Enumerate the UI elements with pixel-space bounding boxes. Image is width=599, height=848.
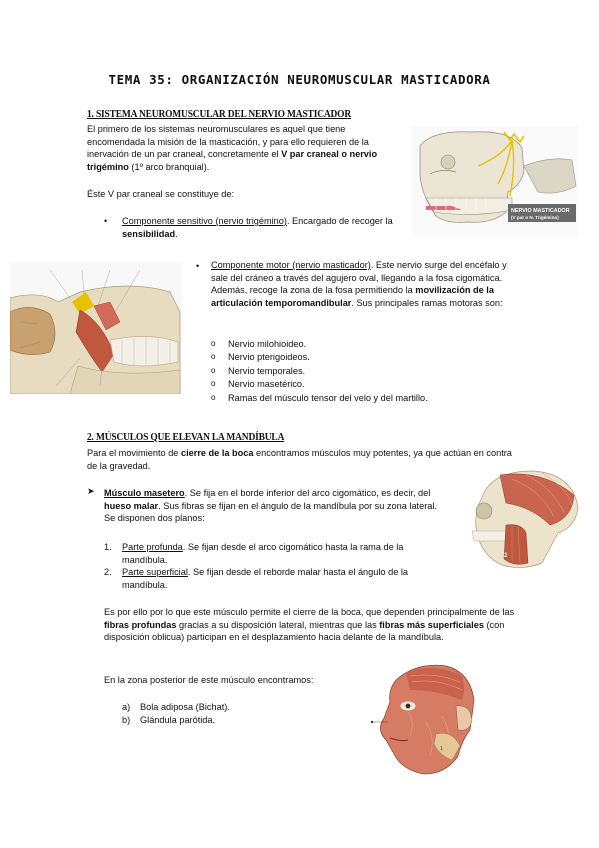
list-item: o Nervio temporales. <box>211 365 511 378</box>
bullet1-link: Componente sensitivo (nervio trigémino) <box>122 216 287 226</box>
fibers-paragraph <box>104 606 516 644</box>
masetero-text: . Se fija en el borde inferior del arco cigomático, es decir, del <box>184 488 431 498</box>
plane-text: . Se fijan desde el reborde malar hasta el ángulo de la mandíbula. <box>122 567 409 590</box>
list-number: 2. <box>104 567 112 578</box>
masetero-title: Músculo masetero <box>104 488 185 498</box>
jaw-dissection-illustration <box>10 262 182 394</box>
masetero-bold: hueso malar <box>104 500 159 511</box>
bullet2-end: . Sus principales ramas motoras son: <box>351 297 503 308</box>
section1-heading: 1. SISTEMA NEUROMUSCULAR DEL NERVIO MASTICADOR <box>87 108 352 120</box>
facial-muscles-figure <box>366 660 482 778</box>
bullet2-link: Componente motor (nervio masticador) <box>211 260 371 270</box>
list-item: o Nervio pterigoideos. <box>211 351 511 364</box>
list-text: Bola adiposa (Bichat). <box>140 702 230 712</box>
bullet1-bold: sensibilidad <box>122 228 176 239</box>
bullet1-text: . Encargado de recoger la <box>286 216 393 226</box>
bullet-sensitivo <box>122 215 404 240</box>
list-letter: b) <box>122 714 131 725</box>
arrow-bullet-icon: ➤ <box>87 486 95 496</box>
dissection-figure <box>10 262 182 394</box>
section2-heading: 2. MÚSCULOS QUE ELEVAN LA MANDÍBULA <box>87 431 285 443</box>
list-item <box>122 701 322 714</box>
para-text: (con disposición oblicua) participan en el desplazamiento hacia delante de la mandíbula. <box>104 619 505 643</box>
para-bold: fibras profundas <box>104 619 177 630</box>
list-item <box>104 541 434 566</box>
list-item <box>122 714 322 727</box>
bullet2-bold: movilización de la articulación temporomandibular <box>211 285 494 308</box>
bullet1-end: . <box>175 228 178 239</box>
nervio-masticador-figure <box>412 126 578 238</box>
posterior-intro: En la zona posterior de este músculo encontramos: <box>104 675 314 685</box>
planes-list <box>104 541 434 591</box>
figure-marker-2: 2 <box>504 553 508 559</box>
section1-intro2: Éste V par craneal se constituye de: <box>87 189 235 199</box>
figure-label-line2: (V par o N. Trigémino) <box>511 215 559 220</box>
intro-text: Para el movimiento de <box>87 448 181 458</box>
bullet-dot: • <box>104 216 108 226</box>
masetero-skull-figure <box>462 467 582 571</box>
para-bold: fibras más superficiales <box>379 619 484 630</box>
bullet-motor <box>211 259 517 309</box>
plane-name: Parte profunda <box>122 542 183 552</box>
list-letter: a) <box>122 702 131 712</box>
intro-text: El primero de los sistemas neuromusculares es aquel que tiene encomendada la misión de la masticación, y para ello requieren de la inervación de un par craneal, concretamente el <box>87 124 369 160</box>
page-title: TEMA 35: ORGANIZACIÓN NEUROMUSCULAR MASTICADORA <box>108 72 491 87</box>
list-item <box>104 566 434 591</box>
list-text: Glándula parótida. <box>140 714 216 725</box>
intro-bold: cierre de la boca <box>180 448 254 458</box>
list-item: o Nervio milohioideo. <box>211 338 511 351</box>
section2-intro <box>87 447 517 472</box>
list-item: o Nervio masetérico. <box>211 378 511 391</box>
para-text: Es por ello por lo que este músculo permite el cierre de la boca, que dependen principalmente de las <box>104 607 515 617</box>
plane-name: Parte superficial <box>122 567 188 578</box>
intro-bold: V par craneal o nervio trigémino <box>87 149 378 172</box>
posterior-list <box>122 701 322 726</box>
list-number: 1. <box>104 542 112 552</box>
masetero-paragraph <box>104 487 438 525</box>
bullet-dot: • <box>196 261 200 271</box>
intro-text-end: encontramos músculos muy potentes, ya que actúan en contra de la gravedad. <box>87 448 512 471</box>
motor-branches-list <box>211 338 511 405</box>
figure-marker-1: 1 <box>440 746 443 752</box>
figure-label-line1: NERVIO MASTICADOR <box>511 208 570 214</box>
bullet2-text: . Este nervio surge del encéfalo y sale del cráneo a través del agujero oval, llegando a la fosa cigomática. Además, recoge la zona de la fosa permitiendo la <box>211 260 507 296</box>
masetero-text-end: . Sus fibras se fijan en el ángulo de la mandíbula por su zona lateral. Se disponen dos planos: <box>104 500 437 524</box>
skull-nerve-illustration <box>412 126 578 238</box>
section1-intro <box>87 123 405 173</box>
list-item: o Ramas del músculo tensor del velo y del martillo. <box>211 392 511 405</box>
plane-text: . Se fijan desde el arco cigomático hasta la rama de la mandíbula. <box>122 542 404 565</box>
para-text: gracias a su disposición lateral, mientras que las <box>176 619 380 630</box>
masseter-illustration <box>462 467 582 571</box>
intro-text-end: (1º arco branquial). <box>128 161 210 172</box>
facial-muscles-illustration <box>366 660 482 778</box>
